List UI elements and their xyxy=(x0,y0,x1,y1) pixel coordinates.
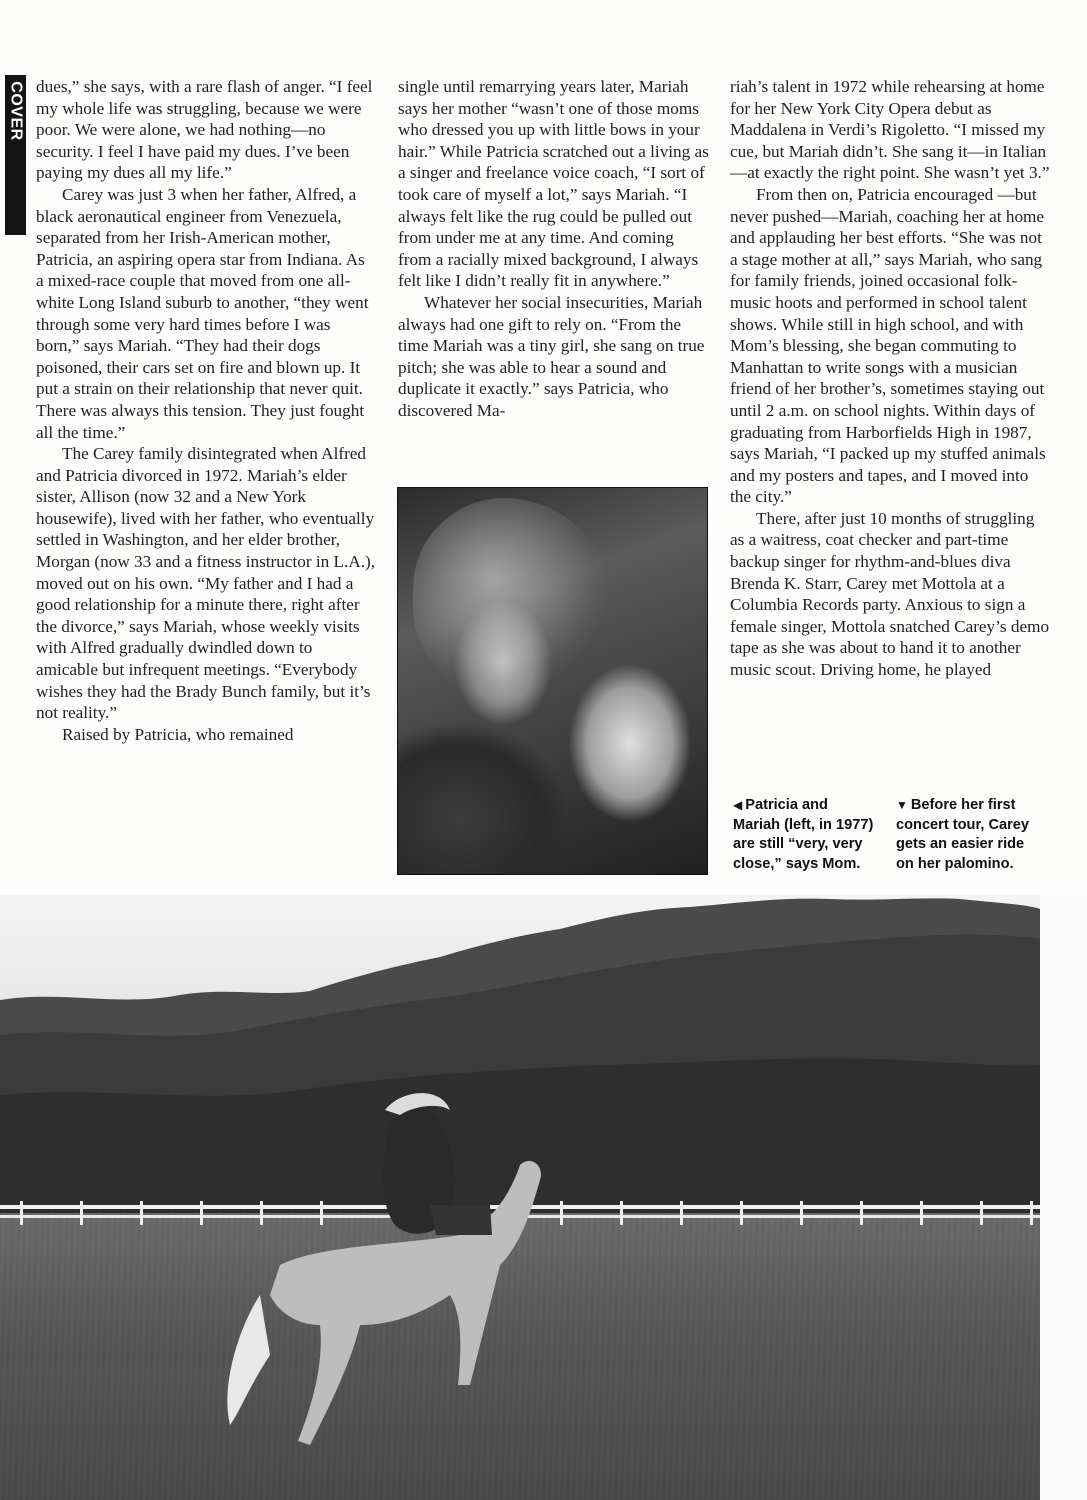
section-tab xyxy=(5,75,26,235)
paragraph: Whatever her social insecurities, Mariah always had one gift to rely on. “From the time Mariah was a tiny girl, she sang on true pitch; she was able to hear a sound and duplicate it exactly.” says Patricia, who discovered Ma- xyxy=(398,292,705,420)
paragraph: single until remarrying years later, Mariah says her mother “wasn’t one of those moms who dressed you up with little bows in your hair.” While Patricia scratched out a living as a singer and freelance voice coach, “I sort of took care of myself a lot,” says Mariah. “I always felt like the rug could be pulled out from under me at any time. And coming from a racially mixed background, I always felt like I didn’t really fit in anywhere.” xyxy=(398,77,709,291)
paragraph: dues,” she says, with a rare flash of anger. “I feel my whole life was struggling, because we were poor. We were alone, we had nothing—no security. I feel I have paid my dues. I’ve been paying my dues all my life.” xyxy=(36,77,373,183)
paragraph: From then on, Patricia encouraged —but never pushed—Mariah, coaching her at home and applauding her best efforts. “She was not a stage mother at all,” says Mariah, who sang for family friends, joined occasional folk-music hoots and performed in school talent shows. While still in high school, and with Mom’s blessing, she began commuting to Manhattan to write songs with a musician friend of her brother’s, sometimes staying out until 2 a.m. on school nights. Within days of graduating from Harborfields High in 1987, says Mariah, “I packed up my stuffed animals and my posters and tapes, and I moved into the city.” xyxy=(730,184,1046,507)
paragraph: Carey was just 3 when her father, Alfred, a black aeronautical engineer from Venezuela, separated from her Irish-American mother, Patricia, an aspiring opera star from Indiana. As a mixed-race couple that moved from one all-white Long Island suburb to another, “they went through some very hard times before I was born,” says Mariah. “They had their dogs poisoned, their cars set on fire and blown up. It put a strain on their relationship that never quit. There was always this tension. They just fought all the time.” xyxy=(36,184,369,442)
paragraph: The Carey family disintegrated when Alfred and Patricia divorced in 1972. Mariah’s elder sister, Allison (now 32 and a New York housewife), lived with her father, who eventually settled in Washington, and her elder brother, Morgan (now 33 and a fitness instructor in L.A.), moved out on his own. “My father and I had a good relationship for a minute there, right after the divorce,” says Mariah, whose weekly visits with Alfred gradually dwindled down to amicable but infrequent meetings. “Everybody wishes they had the Brady Bunch family, but it’s not reality.” xyxy=(36,444,376,723)
paragraph: There, after just 10 months of struggling as a waitress, coat checker and part-time backup singer for rhythm-and-blues diva Brenda K. Starr, Carey met Mottola at a Columbia Records party. Anxious to sign a female singer, Mottola snatched Carey’s demo tape as she was about to hand it to another music scout. Driving home, he played xyxy=(730,508,1050,680)
paragraph: Raised by Patricia, who remained xyxy=(62,724,294,744)
left-arrow-icon: ◀ xyxy=(733,798,743,812)
caption-text: Patricia and Mariah (left, in 1977) are still “very, very close,” says Mom. xyxy=(733,797,874,872)
text-column-3 xyxy=(730,76,1050,681)
text-column-2 xyxy=(398,76,710,422)
photo-patricia-and-mariah xyxy=(397,487,708,875)
photo-caption-2 xyxy=(896,796,1046,874)
section-tab-label: COVER xyxy=(7,81,25,141)
horse-and-rider xyxy=(200,1085,560,1485)
photo-caption-1 xyxy=(733,796,878,874)
paragraph: riah’s talent in 1972 while rehearsing at home for her New York City Opera debut as Maddalena in Verdi’s Rigoletto. “I missed my cue, but Mariah didn’t. She sang it—in Italian—at exactly the right point. She wasn’t yet 3.” xyxy=(730,77,1050,183)
down-arrow-icon: ▼ xyxy=(896,798,908,812)
text-column-1 xyxy=(36,76,376,745)
photo-horse-ride xyxy=(0,895,1040,1500)
caption-text: Before her first concert tour, Carey gets an easier ride on her palomino. xyxy=(896,797,1030,872)
